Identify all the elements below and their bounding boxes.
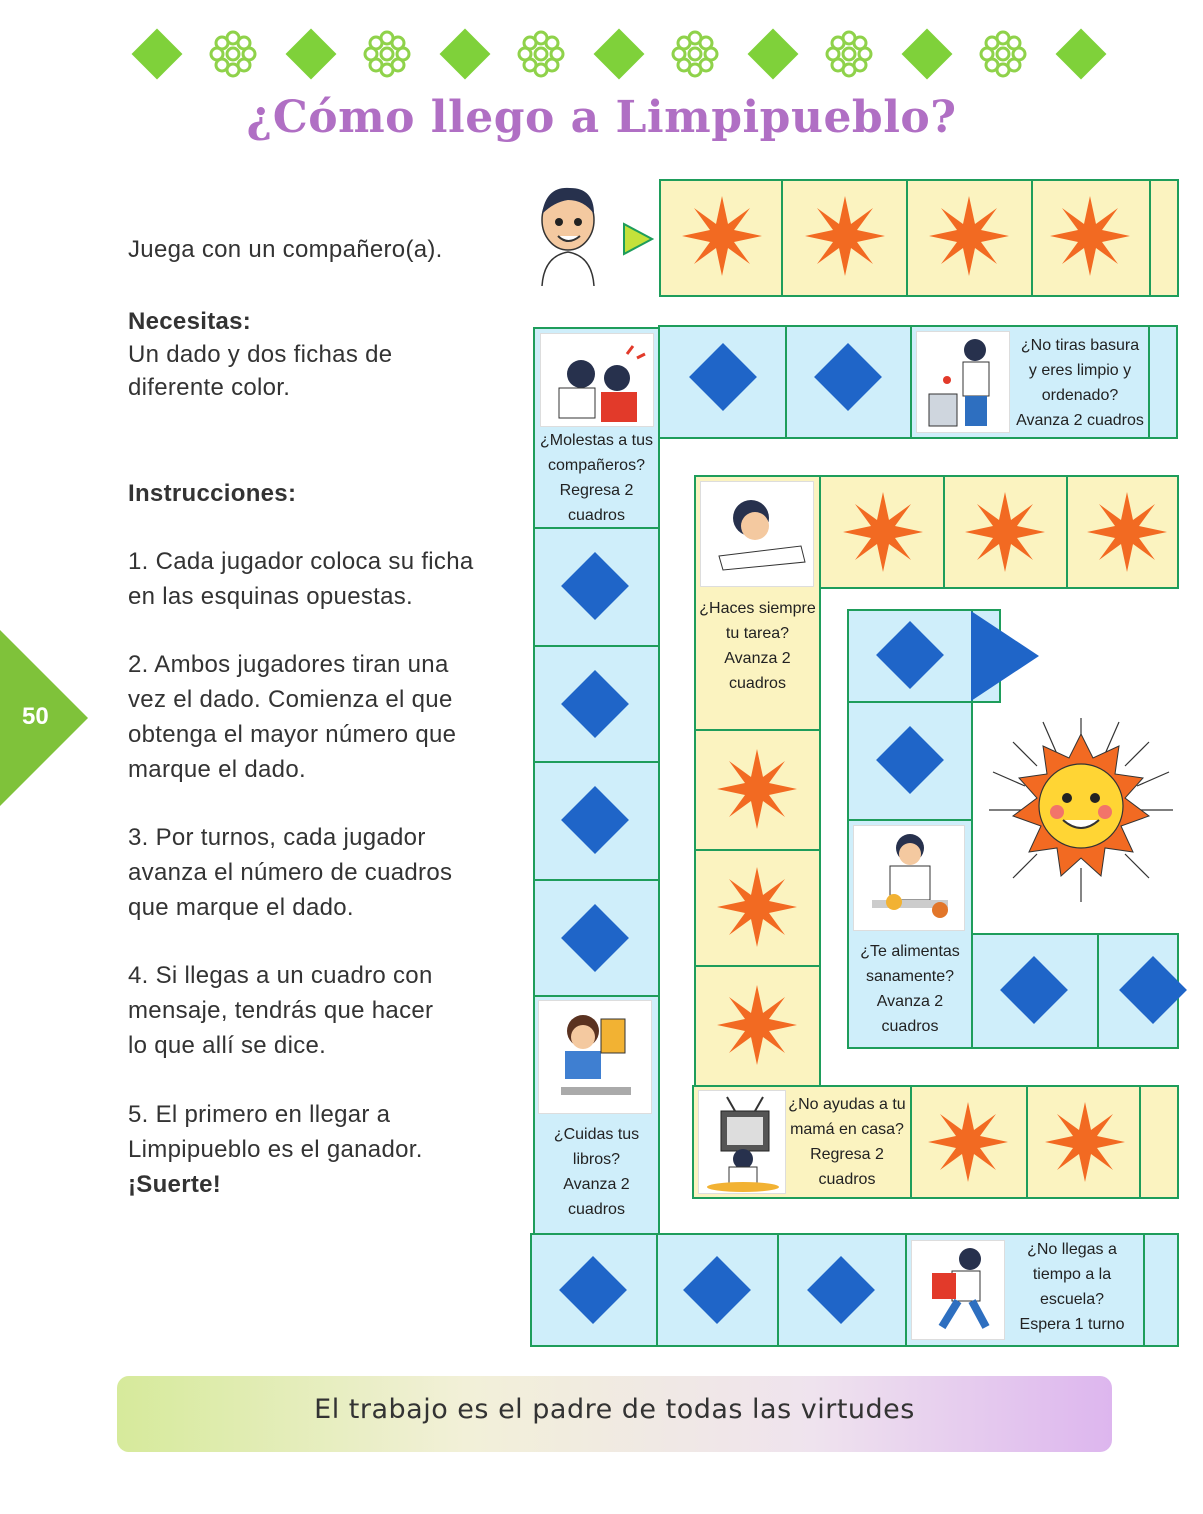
instruction-line: marque el dado. xyxy=(128,756,306,783)
instruction-line: Limpipueblo es el ganador. xyxy=(128,1136,423,1163)
boy-homework-illustration xyxy=(700,481,814,587)
star-icon xyxy=(924,191,1014,281)
flower-icon xyxy=(975,26,1031,82)
message-tarea xyxy=(694,596,821,696)
message-line: Espera 1 turno xyxy=(1019,1316,1125,1333)
green-diamond-icon xyxy=(594,29,645,80)
star-icon xyxy=(712,744,802,834)
intro-text: Juega con un compañero(a). xyxy=(128,236,443,263)
message-line: cuadros xyxy=(568,1201,625,1218)
star-icon xyxy=(712,862,802,952)
message-tiempo xyxy=(1004,1237,1140,1337)
green-diamond-icon xyxy=(132,29,183,80)
star-icon xyxy=(838,487,928,577)
suerte-text: ¡Suerte! xyxy=(128,1171,222,1198)
message-basura xyxy=(1006,333,1154,433)
board-square xyxy=(1143,1233,1179,1347)
star-icon xyxy=(1082,487,1172,577)
message-line: Avanza 2 xyxy=(876,993,944,1010)
message-line: cuadros xyxy=(881,1018,939,1035)
tv-watching-illustration xyxy=(698,1090,786,1194)
instructions-heading: Instrucciones: xyxy=(128,480,297,507)
instruction-line: avanza el número de cuadros xyxy=(128,859,453,886)
message-line: Regresa 2 xyxy=(810,1146,884,1163)
goal-arrow-icon xyxy=(969,609,1041,703)
star-icon xyxy=(1040,1097,1130,1187)
message-line: tu tarea? xyxy=(725,625,790,642)
message-ayudas xyxy=(782,1092,912,1192)
green-diamond-icon xyxy=(902,29,953,80)
kids-bothering-illustration xyxy=(540,333,654,427)
instruction-line: lo que allí se dice. xyxy=(128,1032,327,1059)
boy-start-illustration xyxy=(528,178,608,288)
message-line: ¿No tiras basura xyxy=(1020,337,1140,354)
needs-line: diferente color. xyxy=(128,374,291,401)
board-square xyxy=(1149,179,1179,297)
green-diamond-icon xyxy=(440,29,491,80)
message-line: Avanza 2 cuadros xyxy=(1016,412,1144,429)
message-line: compañeros? xyxy=(548,457,645,474)
message-libros xyxy=(533,1122,660,1222)
instruction-line: 4. Si llegas a un cuadro con xyxy=(128,962,433,989)
boy-eating-illustration xyxy=(853,825,965,931)
message-line: ¿No llegas a xyxy=(1027,1241,1117,1258)
message-line: ¿Te alimentas xyxy=(860,943,960,960)
message-line: cuadros xyxy=(729,675,786,692)
message-line: tiempo a la xyxy=(1032,1266,1112,1283)
instruction-line: obtenga el mayor número que xyxy=(128,721,457,748)
board-square xyxy=(1139,1085,1179,1199)
start-arrow-icon xyxy=(622,222,654,256)
instruction-line: mensaje, tendrás que hacer xyxy=(128,997,434,1024)
star-icon xyxy=(800,191,890,281)
needs-heading: Necesitas: xyxy=(128,308,252,335)
page-title: ¿Cómo llego a Limpipueblo? xyxy=(246,92,957,143)
message-line: ¿Cuidas tus xyxy=(553,1126,640,1143)
needs-line: Un dado y dos fichas de xyxy=(128,341,393,368)
star-icon xyxy=(712,980,802,1070)
instruction-line: 2. Ambos jugadores tiran una xyxy=(128,651,449,678)
star-icon xyxy=(677,191,767,281)
page-number: 50 xyxy=(22,703,49,730)
flower-icon xyxy=(359,26,415,82)
message-line: ¿Molestas a tus xyxy=(540,432,653,449)
sun-icon xyxy=(983,712,1179,908)
message-line: mamá en casa? xyxy=(790,1121,904,1138)
message-line: sanamente? xyxy=(865,968,955,985)
green-diamond-icon xyxy=(286,29,337,80)
instruction-line: en las esquinas opuestas. xyxy=(128,583,414,610)
star-icon xyxy=(1045,191,1135,281)
top-ornament-row xyxy=(125,22,1115,86)
message-line: Regresa 2 xyxy=(559,482,634,499)
instruction-line: 3. Por turnos, cada jugador xyxy=(128,824,426,851)
message-molestas xyxy=(533,428,660,528)
flower-icon xyxy=(821,26,877,82)
green-diamond-icon xyxy=(1056,29,1107,80)
boy-throwing-trash-illustration xyxy=(916,331,1010,433)
boy-running-illustration xyxy=(911,1240,1005,1340)
flower-icon xyxy=(205,26,261,82)
flower-icon xyxy=(513,26,569,82)
star-icon xyxy=(960,487,1050,577)
instruction-line: que marque el dado. xyxy=(128,894,354,921)
message-line: cuadros xyxy=(568,507,625,524)
message-alimentas xyxy=(847,939,973,1039)
message-line: escuela? xyxy=(1039,1291,1105,1308)
message-line: Avanza 2 xyxy=(563,1176,630,1193)
message-line: libros? xyxy=(572,1151,621,1168)
message-line: Avanza 2 xyxy=(724,650,791,667)
message-line: ¿Haces siempre xyxy=(699,600,816,617)
message-line: y eres limpio y xyxy=(1028,362,1132,379)
message-line: ¿No ayudas a tu xyxy=(788,1096,906,1113)
flower-icon xyxy=(667,26,723,82)
instruction-line: 1. Cada jugador coloca su ficha xyxy=(128,548,474,575)
motto-text: El trabajo es el padre de todas las virtudes xyxy=(314,1394,915,1425)
instruction-line: vez el dado. Comienza el que xyxy=(128,686,453,713)
star-icon xyxy=(923,1097,1013,1187)
green-diamond-icon xyxy=(748,29,799,80)
girl-book-illustration xyxy=(538,1000,652,1114)
message-line: ordenado? xyxy=(1041,387,1119,404)
instruction-line: 5. El primero en llegar a xyxy=(128,1101,391,1128)
message-line: cuadros xyxy=(818,1171,876,1188)
